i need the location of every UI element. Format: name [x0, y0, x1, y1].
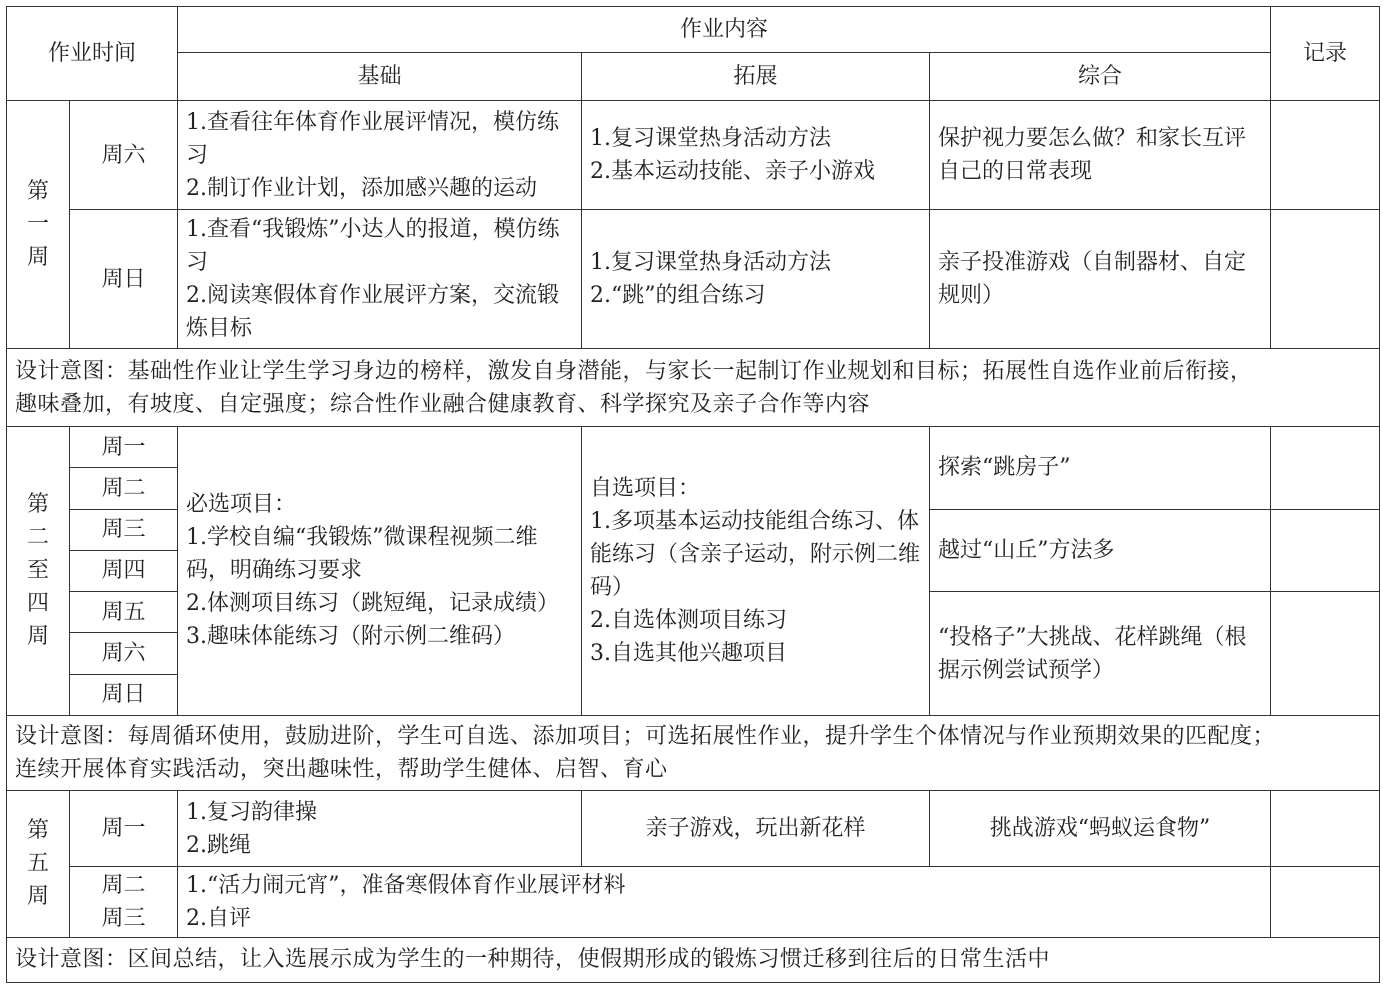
week1-sat-record	[1271, 100, 1380, 210]
homework-plan-table	[6, 6, 1380, 983]
week2-day-mon: 周一	[70, 426, 178, 467]
header-extend: 拓展	[582, 53, 930, 100]
week1-sun-basic: 1.查看“我锻炼”小达人的报道，模仿练习 2.阅读寒假体育作业展评方案，交流锻炼目标	[178, 210, 582, 349]
week2-day-sun: 周日	[70, 674, 178, 715]
week2-day-tue: 周二	[70, 468, 178, 509]
header-comprehensive: 综合	[930, 53, 1271, 100]
week2-basic: 必选项目： 1.学校自编“我锻炼”微课程视频二维码，明确练习要求 2.体测项目练习（跳短绳，记录成绩） 3.趣味体能练习（附示例二维码）	[178, 426, 582, 715]
week2-label: 第 二 至 四 周	[7, 426, 70, 715]
week5-mon-day: 周一	[70, 791, 178, 867]
week2-day-fri: 周五	[70, 592, 178, 633]
week1-design-intent: 设计意图：基础性作业让学生学习身边的榜样，激发自身潜能，与家长一起制订作业规划和目标；拓展性自选作业前后衔接， 趣味叠加，有坡度、自定强度；综合性作业融合健康教育、科学探究及亲子合作等内容	[7, 349, 1380, 427]
week1-sat-extend: 1.复习课堂热身活动方法 2.基本运动技能、亲子小游戏	[582, 100, 930, 210]
week5-mon-extend: 亲子游戏，玩出新花样	[582, 791, 930, 867]
header-content: 作业内容	[178, 7, 1271, 53]
week2-day-thu: 周四	[70, 550, 178, 591]
week5-design-intent: 设计意图：区间总结，让入选展示成为学生的一种期待，使假期形成的锻炼习惯迁移到往后的日常生活中	[7, 937, 1380, 983]
header-time: 作业时间	[7, 7, 178, 101]
week1-sun-comprehensive: 亲子投准游戏（自制器材、自定规则）	[930, 210, 1271, 349]
week2-extend: 自选项目： 1.多项基本运动技能组合练习、体能练习（含亲子运动，附示例二维码） 2.自选体测项目练习 3.自选其他兴趣项目	[582, 426, 930, 715]
week5-mon-basic: 1.复习韵律操 2.跳绳	[178, 791, 582, 867]
week1-sat-basic: 1.查看往年体育作业展评情况，模仿练习 2.制订作业计划，添加感兴趣的运动	[178, 100, 582, 210]
week1-sun-day: 周日	[70, 210, 178, 349]
header-basic: 基础	[178, 53, 582, 100]
week5-tuewed-content: 1.“活力闹元宵”，准备寒假体育作业展评材料 2.自评	[178, 867, 1271, 938]
header-record: 记录	[1271, 7, 1380, 101]
week2-day-wed: 周三	[70, 509, 178, 550]
week2-comprehensive-1: 探索“跳房子”	[930, 426, 1271, 509]
week2-comprehensive-3: “投格子”大挑战、花样跳绳（根据示例尝试预学）	[930, 592, 1271, 716]
week2-record-1	[1271, 426, 1380, 509]
week5-mon-comprehensive: 挑战游戏“蚂蚁运食物”	[930, 791, 1271, 867]
week2-day-sat: 周六	[70, 633, 178, 674]
week5-mon-record	[1271, 791, 1380, 867]
week5-tuewed-record	[1271, 867, 1380, 938]
week1-sat-day: 周六	[70, 100, 178, 210]
week2-design-intent: 设计意图：每周循环使用，鼓励进阶，学生可自选、添加项目；可选拓展性作业，提升学生个体情况与作业预期效果的匹配度； 连续开展体育实践活动，突出趣味性，帮助学生健体、启智、育心	[7, 715, 1380, 791]
week1-label: 第 一 周	[7, 100, 70, 349]
week5-label: 第 五 周	[7, 791, 70, 937]
week1-sun-record	[1271, 210, 1380, 349]
week1-sun-extend: 1.复习课堂热身活动方法 2.“跳”的组合练习	[582, 210, 930, 349]
week5-tuewed-days: 周二 周三	[70, 867, 178, 938]
week1-sat-comprehensive: 保护视力要怎么做？和家长互评自己的日常表现	[930, 100, 1271, 210]
week2-record-3	[1271, 592, 1380, 716]
week2-comprehensive-2: 越过“山丘”方法多	[930, 509, 1271, 592]
week2-record-2	[1271, 509, 1380, 592]
